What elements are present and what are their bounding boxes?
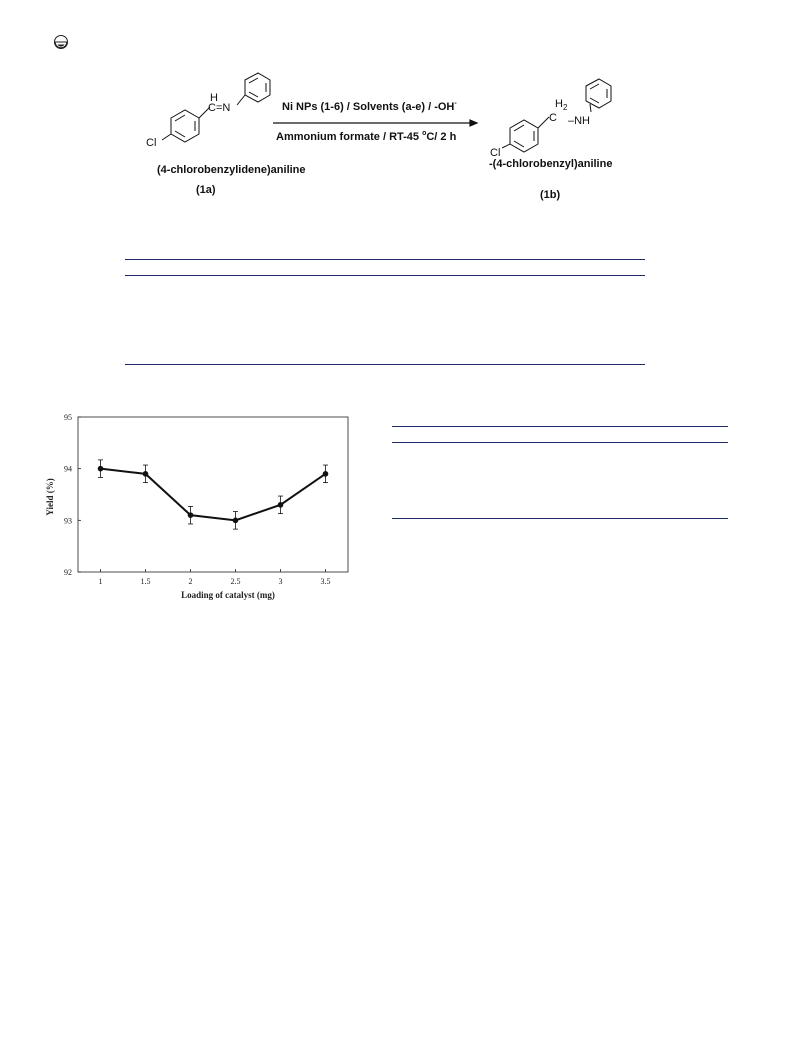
table2-bottom-rule xyxy=(392,518,728,519)
x-tick-label: 2 xyxy=(188,577,193,586)
table2-header-rule xyxy=(392,442,728,443)
y-tick-label: 93 xyxy=(64,516,72,526)
data-point xyxy=(233,518,239,524)
reactant-name: (4-chlorobenzylidene)aniline xyxy=(157,164,306,176)
data-point xyxy=(98,466,104,472)
plot-area-border xyxy=(78,417,348,572)
x-axis-ticks xyxy=(99,569,331,586)
series-line xyxy=(101,469,326,521)
table2-top-rule xyxy=(392,426,728,427)
product-id: (1b) xyxy=(540,189,561,201)
y-axis-ticks xyxy=(64,413,81,577)
table1-bottom-rule xyxy=(125,364,645,365)
x-tick-label: 1.5 xyxy=(140,577,151,586)
y-tick-label: 94 xyxy=(64,464,72,474)
reactant-h-label: H xyxy=(210,92,218,104)
data-point xyxy=(143,471,149,477)
product-h2-label: $H_2$ xyxy=(555,98,568,112)
x-tick-label: 3.5 xyxy=(320,577,331,586)
reaction-arrow xyxy=(273,120,477,126)
conditions-bottom: Ammonium formate / RT-45 $^o$C/ 2 h xyxy=(276,130,457,143)
reactant-cn-label: C=N xyxy=(208,102,231,114)
data-point xyxy=(188,512,194,518)
reaction-scheme xyxy=(0,0,791,230)
data-point xyxy=(278,502,284,508)
product-name: -(4-chlorobenzyl)aniline xyxy=(489,158,613,170)
table1-top-rule xyxy=(125,259,645,260)
conditions-top: Ni NPs (1-6) / Solvents (a-e) / -OH- xyxy=(282,100,457,113)
x-tick-label: 2.5 xyxy=(230,577,241,586)
x-axis-label: Loading of catalyst (mg) xyxy=(181,590,275,600)
product-c-label: C xyxy=(549,112,557,124)
data-point xyxy=(323,471,329,477)
x-tick-label: 3 xyxy=(278,577,283,586)
product-cl-label: Cl xyxy=(490,147,501,159)
chart-frame xyxy=(78,417,348,572)
table1-header-rule xyxy=(125,275,645,276)
yield-vs-loading-chart xyxy=(40,405,370,605)
reactant-id: (1a) xyxy=(196,184,216,196)
x-tick-label: 1 xyxy=(98,577,103,586)
reactant-cl-label: Cl xyxy=(146,137,157,149)
y-axis-label: Yield (%) xyxy=(45,478,55,516)
y-tick-label: 92 xyxy=(64,568,72,577)
data-points xyxy=(98,466,329,523)
y-tick-label: 95 xyxy=(64,413,72,422)
product-nh-label: –NH xyxy=(568,115,591,127)
